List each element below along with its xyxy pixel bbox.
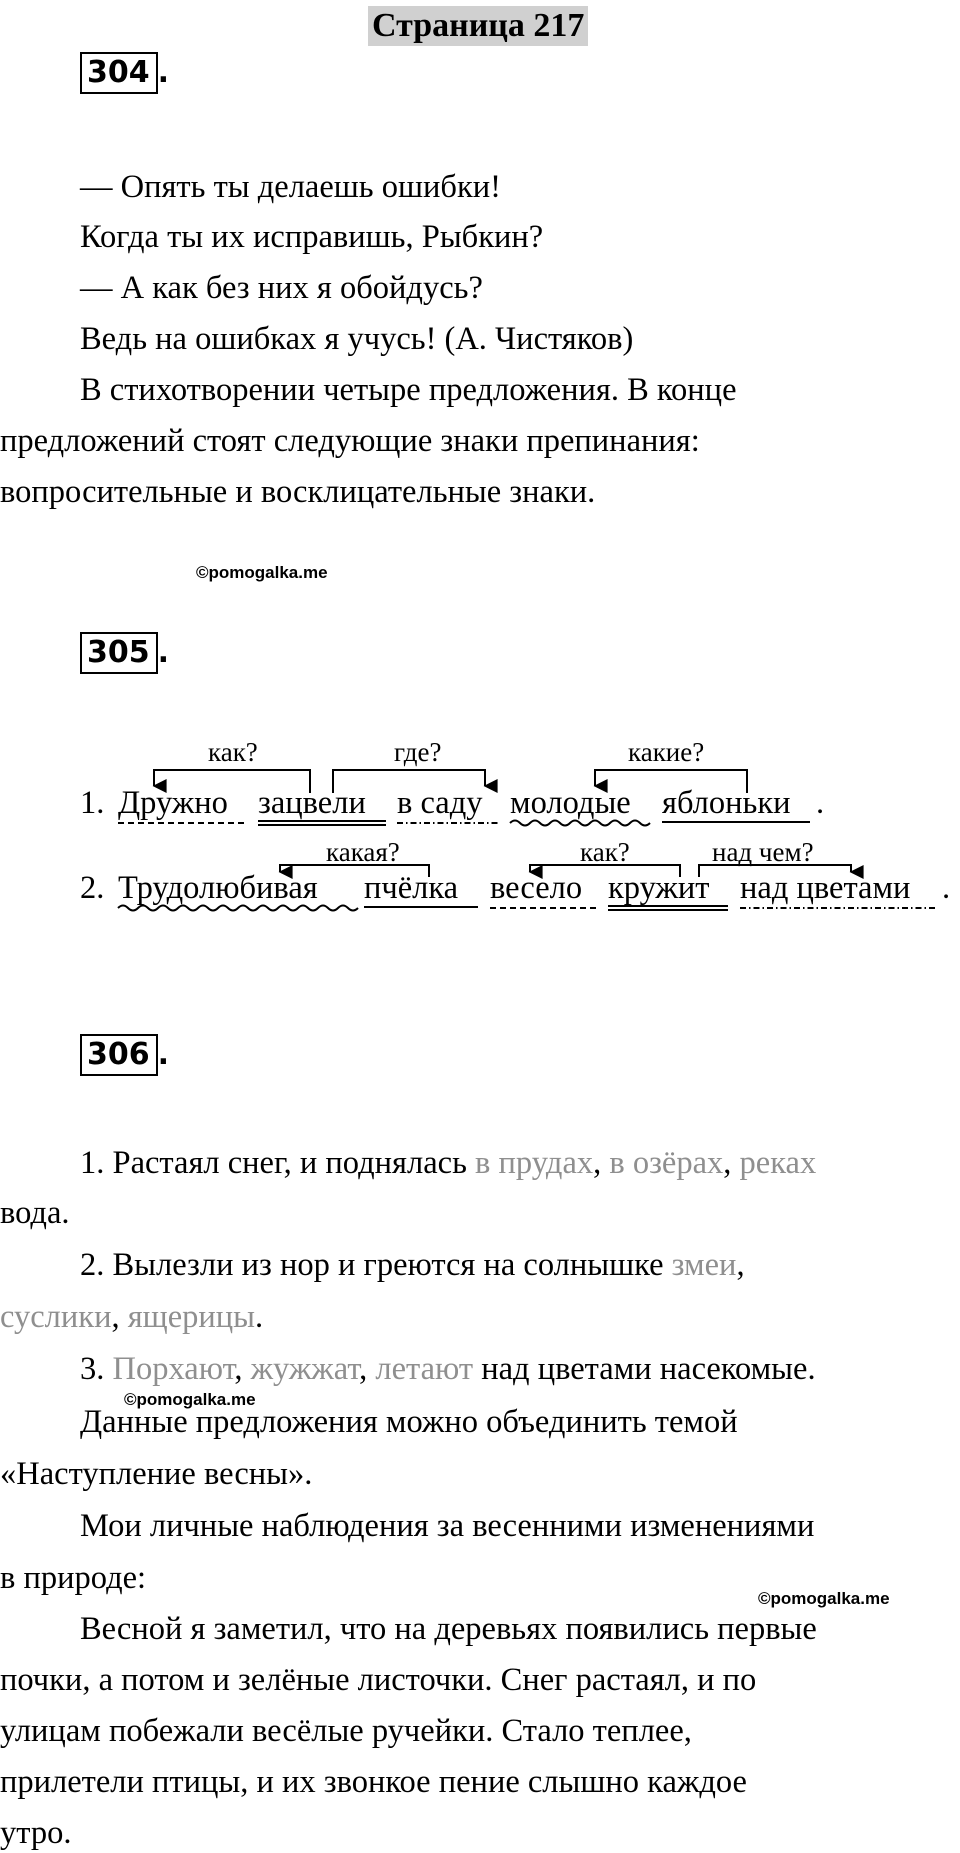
exercise-number-box: 305 [80,632,158,674]
sentence-parsing-diagram [0,725,960,955]
text-run: 2. Вылезли из нор и греются на солнышке [80,1247,672,1283]
text-run: , [111,1299,128,1335]
poem-line-2: Когда ты их исправишь, Рыбкин? [80,219,544,255]
answer-line-2: предложений стоят следующие знаки препинания: [0,423,700,459]
s2-question-3: над чем? [712,837,814,867]
s1-question-3: какие? [628,737,705,767]
number-dot: . [157,635,170,670]
watermark: ©pomogalka.me [124,1390,256,1409]
answer-line-1: В стихотворении четыре предложения. В конце [80,372,737,408]
text-run: , [736,1247,745,1283]
ex306-text-7: улицам побежали весёлые ручейки. Стало теплее, [0,1713,692,1749]
text-run: 1. Растаял снег, и поднялась [80,1145,476,1181]
s1-word-1: Дружно [118,785,228,821]
s2-word-3: весело [490,870,583,906]
s1-question-1: как? [208,737,258,767]
s2-number: 2. [80,870,105,906]
text-run: , [723,1145,740,1181]
s2-word-2: пчёлка [364,870,459,906]
s2-end: . [942,870,951,906]
watermark: ©pomogalka.me [758,1589,890,1608]
s1-end: . [816,785,825,821]
highlighted-word: змеи [671,1247,737,1283]
number-dot: . [157,1037,170,1072]
answer-line-3: вопросительные и восклицательные знаки. [0,474,596,510]
s2-question-1: какая? [326,837,400,867]
poem-line-3: — А как без них я обойдусь? [80,270,483,306]
text-run: . [255,1299,264,1335]
s1-question-2: где? [394,737,442,767]
exercise-306-number [80,1034,169,1076]
page-title: Страница 217 [368,6,588,46]
ex306-text-3: Мои личные наблюдения за весенними изменениями [80,1508,815,1544]
text-run: 3. [80,1351,113,1387]
ex306-sentence-2 [80,1245,745,1285]
ex306-text-2: «Наступление весны». [0,1456,313,1492]
s1-word-4: молодые [510,785,631,821]
ex306-sentence-1 [80,1143,816,1183]
text-run: , [234,1351,251,1387]
exercise-304-number [80,52,169,94]
s2-word-4: кружит [608,870,710,906]
s2-underline-1 [118,906,358,911]
exercise-number-box: 306 [80,1034,158,1076]
s2-question-2: как? [580,837,630,867]
highlighted-word: летают [375,1351,474,1387]
ex306-text-6: почки, а потом и зелёные листочки. Снег растаял, и по [0,1662,757,1698]
highlighted-word: суслики [0,1299,112,1335]
poem-line-1: — Опять ты делаешь ошибки! [80,169,501,205]
s1-word-5: яблоньки [662,785,791,821]
text-run: , [593,1145,610,1181]
exercise-305-number [80,632,169,674]
text-run: , [359,1351,376,1387]
poem-line-4: Ведь на ошибках я учусь! (А. Чистяков) [80,321,634,357]
exercise-number-box: 304 [80,52,158,94]
s1-word-3: в саду [397,785,483,821]
highlighted-word: Порхают [112,1351,235,1387]
s2-word-1: Трудолюбивая [118,870,318,906]
highlighted-word: ящерицы [127,1299,255,1335]
highlighted-word: в прудах [475,1145,594,1181]
number-dot: . [157,55,170,90]
text-run: над цветами насекомые. [473,1351,816,1387]
s2-word-5: над цветами [740,870,911,906]
watermark: ©pomogalka.me [196,563,328,582]
ex306-sentence-2-cont [0,1297,263,1337]
ex306-text-4: в природе: [0,1560,147,1596]
ex306-text-5: Весной я заметил, что на деревьях появились первые [80,1611,817,1647]
ex306-text-1: Данные предложения можно объединить темой [80,1404,738,1440]
s1-word-2: зацвели [258,785,366,821]
ex306-text-8: прилетели птицы, и их звонкое пение слышно каждое [0,1764,747,1800]
highlighted-word: жужжат [250,1351,360,1387]
ex306-sentence-1-cont: вода. [0,1195,70,1231]
s1-number: 1. [80,785,105,821]
highlighted-word: в озёрах [609,1145,724,1181]
ex306-text-9: утро. [0,1815,72,1851]
ex306-sentence-3 [80,1349,816,1389]
highlighted-word: реках [739,1145,817,1181]
s1-underline-4 [510,821,650,826]
